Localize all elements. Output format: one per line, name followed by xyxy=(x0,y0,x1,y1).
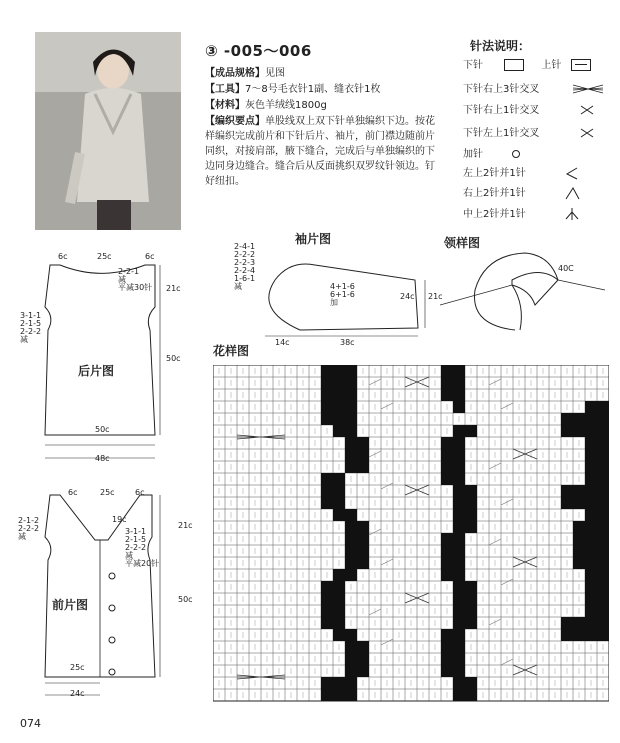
cross-right-icon xyxy=(579,104,595,116)
box-empty-icon xyxy=(504,59,524,71)
spec-key: 【材料】 xyxy=(205,100,245,111)
center-dec-icon xyxy=(564,207,580,221)
dim-label: 25c xyxy=(97,252,112,261)
legend-row-3cross xyxy=(463,80,605,95)
collar-diagram xyxy=(440,245,610,345)
dim-label: 40C xyxy=(558,264,574,273)
pattern-title: ③ -005～006 xyxy=(205,42,312,60)
dim-label: 38c xyxy=(340,338,355,347)
dim-label: 21c xyxy=(178,521,193,530)
dim-label: 6c xyxy=(135,488,145,497)
dim-label: 6c xyxy=(68,488,78,497)
collar-title: 领样图 xyxy=(444,236,481,250)
cross-3-icon xyxy=(571,83,605,95)
legend-label: 下针 xyxy=(463,60,483,71)
dim-label: 6c xyxy=(58,252,68,261)
sleeve-left-rules: 2-4-1 2-2-2 2-2-3 2-2-4 1-6-1 减 xyxy=(234,242,256,291)
dim-label: 14c xyxy=(275,338,290,347)
legend-row-cdec xyxy=(463,205,580,221)
dim-label: 50c xyxy=(178,595,193,604)
front-left-rules: 2-1-2 2-2-2 减 xyxy=(18,516,40,541)
dim-label: 6c xyxy=(145,252,155,261)
front-piece-title: 前片图 xyxy=(52,598,89,612)
legend-label: 下针右上3针交叉 xyxy=(463,84,540,95)
legend-row-inc xyxy=(463,145,521,160)
legend-label: 下针左上1针交叉 xyxy=(463,128,540,139)
legend-label: 下针右上1针交叉 xyxy=(463,105,540,116)
dim-label: 24c xyxy=(400,292,415,301)
spec-key: 【工具】 xyxy=(205,84,245,95)
spec-material xyxy=(205,98,445,113)
back-arm-rules: 3-1-1 2-1-5 2-2-2 减 xyxy=(20,311,42,344)
dim-label: 21c xyxy=(428,292,443,301)
dim-label: 48c xyxy=(95,454,110,463)
page-number: 074 xyxy=(20,717,41,730)
legend-row-rdec xyxy=(463,184,580,200)
dim-label: 50c xyxy=(95,425,110,434)
spec-notes xyxy=(205,114,440,189)
dim-label: 19c xyxy=(112,515,127,524)
legend-title: 针法说明： xyxy=(470,39,531,53)
sleeve-inner-rules: 4+1-6 6+1-6 加 xyxy=(330,282,355,307)
legend-label: 中上2针并1针 xyxy=(463,209,526,220)
legend-label: 上针 xyxy=(541,60,562,71)
front-right-rules: 3-1-1 2-1-5 2-2-2 减 平减20针 xyxy=(125,527,160,568)
cross-left-icon xyxy=(579,127,595,139)
dim-label: 25c xyxy=(70,663,85,672)
legend-row-knit-purl xyxy=(463,56,591,71)
right-dec-icon xyxy=(564,186,580,200)
box-dash-icon xyxy=(571,59,591,71)
left-dec-icon xyxy=(564,166,580,180)
spec-key: 【编织要点】 xyxy=(205,116,265,127)
dim-label: 21c xyxy=(166,284,181,293)
legend-label: 左上2针并1针 xyxy=(463,168,526,179)
spec-size xyxy=(205,66,445,81)
model-photo xyxy=(35,32,181,230)
back-neck-rules: 2-2-1 减 平减30针 xyxy=(118,267,153,292)
spec-key: 【成品规格】 xyxy=(205,68,265,79)
legend-label: 右上2针并1针 xyxy=(463,188,526,199)
legend-row-rcross xyxy=(463,101,595,116)
dim-label: 50c xyxy=(166,354,181,363)
pattern-chart-title: 花样图 xyxy=(213,344,250,358)
spec-value: 单股线双上双下针单独编织下边。按花样编织完成前片和下针后片、袖片，前门襟边随前片同织，对接肩部，腋下缝合，完成后与单独编织的下边同身边缝合。缝合后从反面挑织双罗纹针领边。钉好纽扣。 xyxy=(205,116,435,187)
spec-value: 见图 xyxy=(265,68,285,79)
legend-label: 加针 xyxy=(463,149,483,160)
legend-row-lcross xyxy=(463,124,595,139)
legend-row-ldec xyxy=(463,164,580,180)
sleeve-title: 袖片图 xyxy=(295,232,332,246)
spec-value: 灰色羊绒线1800g xyxy=(245,100,327,111)
pattern-chart xyxy=(213,365,609,705)
spec-tools xyxy=(205,82,445,97)
spec-value: 7～8号毛衣针1副、缝衣针1枚 xyxy=(245,84,381,95)
circle-icon xyxy=(511,149,521,159)
sleeve-diagram xyxy=(260,250,450,350)
back-piece-title: 后片图 xyxy=(78,364,115,378)
dim-label: 24c xyxy=(70,689,85,698)
dim-label: 25c xyxy=(100,488,115,497)
